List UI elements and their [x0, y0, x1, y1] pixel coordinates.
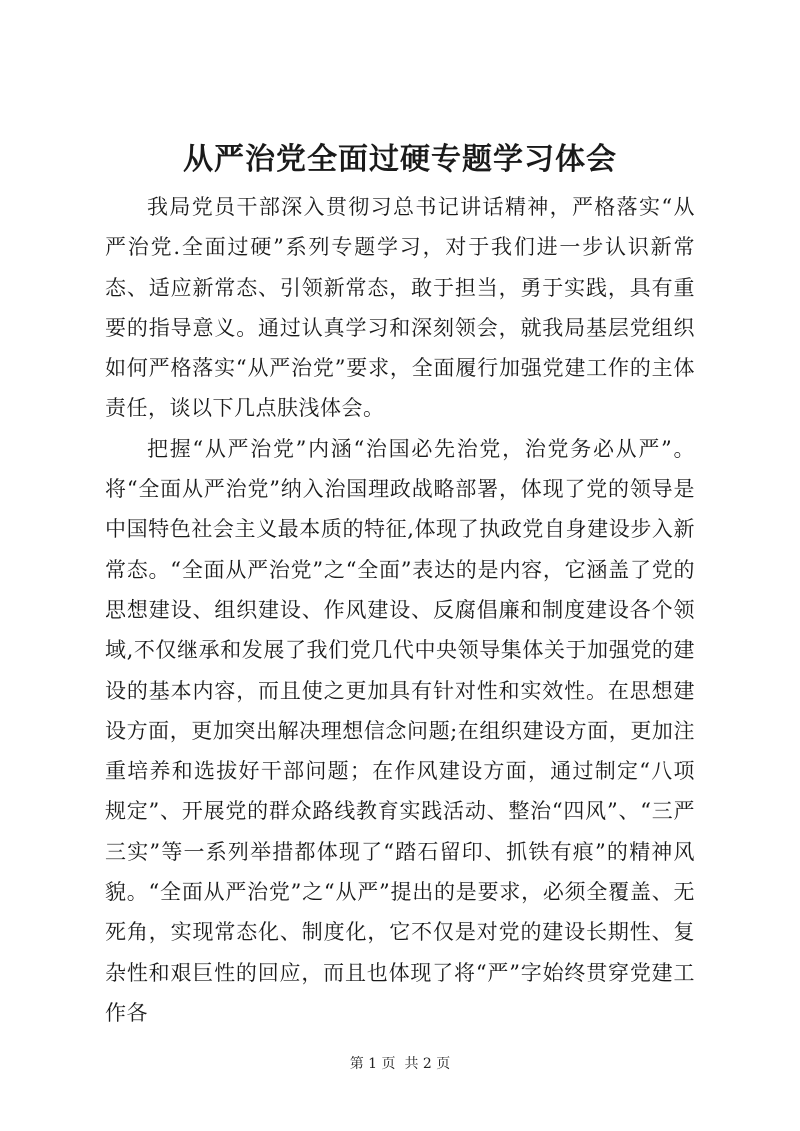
page-number-label: 第 1 页 共 2 页: [349, 1056, 451, 1072]
paragraph-main: 把握“从严治党”内涵“治国必先治党，治党务必从严”。将“全面从严治党”纳入治国理政战略部署，体现了党的领导是中国特色社会主义最本质的特征,体现了执政党自身建设步入新常态。“全面从严治党”之“全面”表达的是内容，它涵盖了党的思想建设、组织建设、作风建设、反腐倡廉和制度建设各个领域,不仅继承和发展了我们党几代中央领导集体关于加强党的建设的基本内容，而且使之更加具有针对性和实效性。在思想建设方面，更加突出解决理想信念问题;在组织建设方面，更加注重培养和选拔好干部问题；在作风建设方面，通过制定“八项规定”、开展党的群众路线教育实践活动、整治“四风”、“三严三实”等一系列举措都体现了“踏石留印、抓铁有痕”的精神风貌。“全面从严治党”之“从严”提出的是要求，必须全覆盖、无死角，实现常态化、制度化，它不仅是对党的建设长期性、复杂性和艰巨性的回应，而且也体现了将“严”字始终贯穿党建工作各: [105, 436, 695, 1025]
paragraph-intro: 我局党员干部深入贯彻习总书记讲话精神，严格落实“从严治党.全面过硬”系列专题学习，对于我们进一步认识新常态、适应新常态、引领新常态，敢于担当，勇于实践，具有重要的指导意义。通过认真学习和深刻领会，就我局基层党组织如何严格落实“从严治党”要求，全面履行加强党建工作的主体责任，谈以下几点肤浅体会。: [105, 195, 695, 421]
page-footer: [0, 1054, 800, 1074]
document-title: 从严治党全面过硬专题学习体会: [183, 142, 617, 177]
document-body: [105, 187, 695, 1033]
